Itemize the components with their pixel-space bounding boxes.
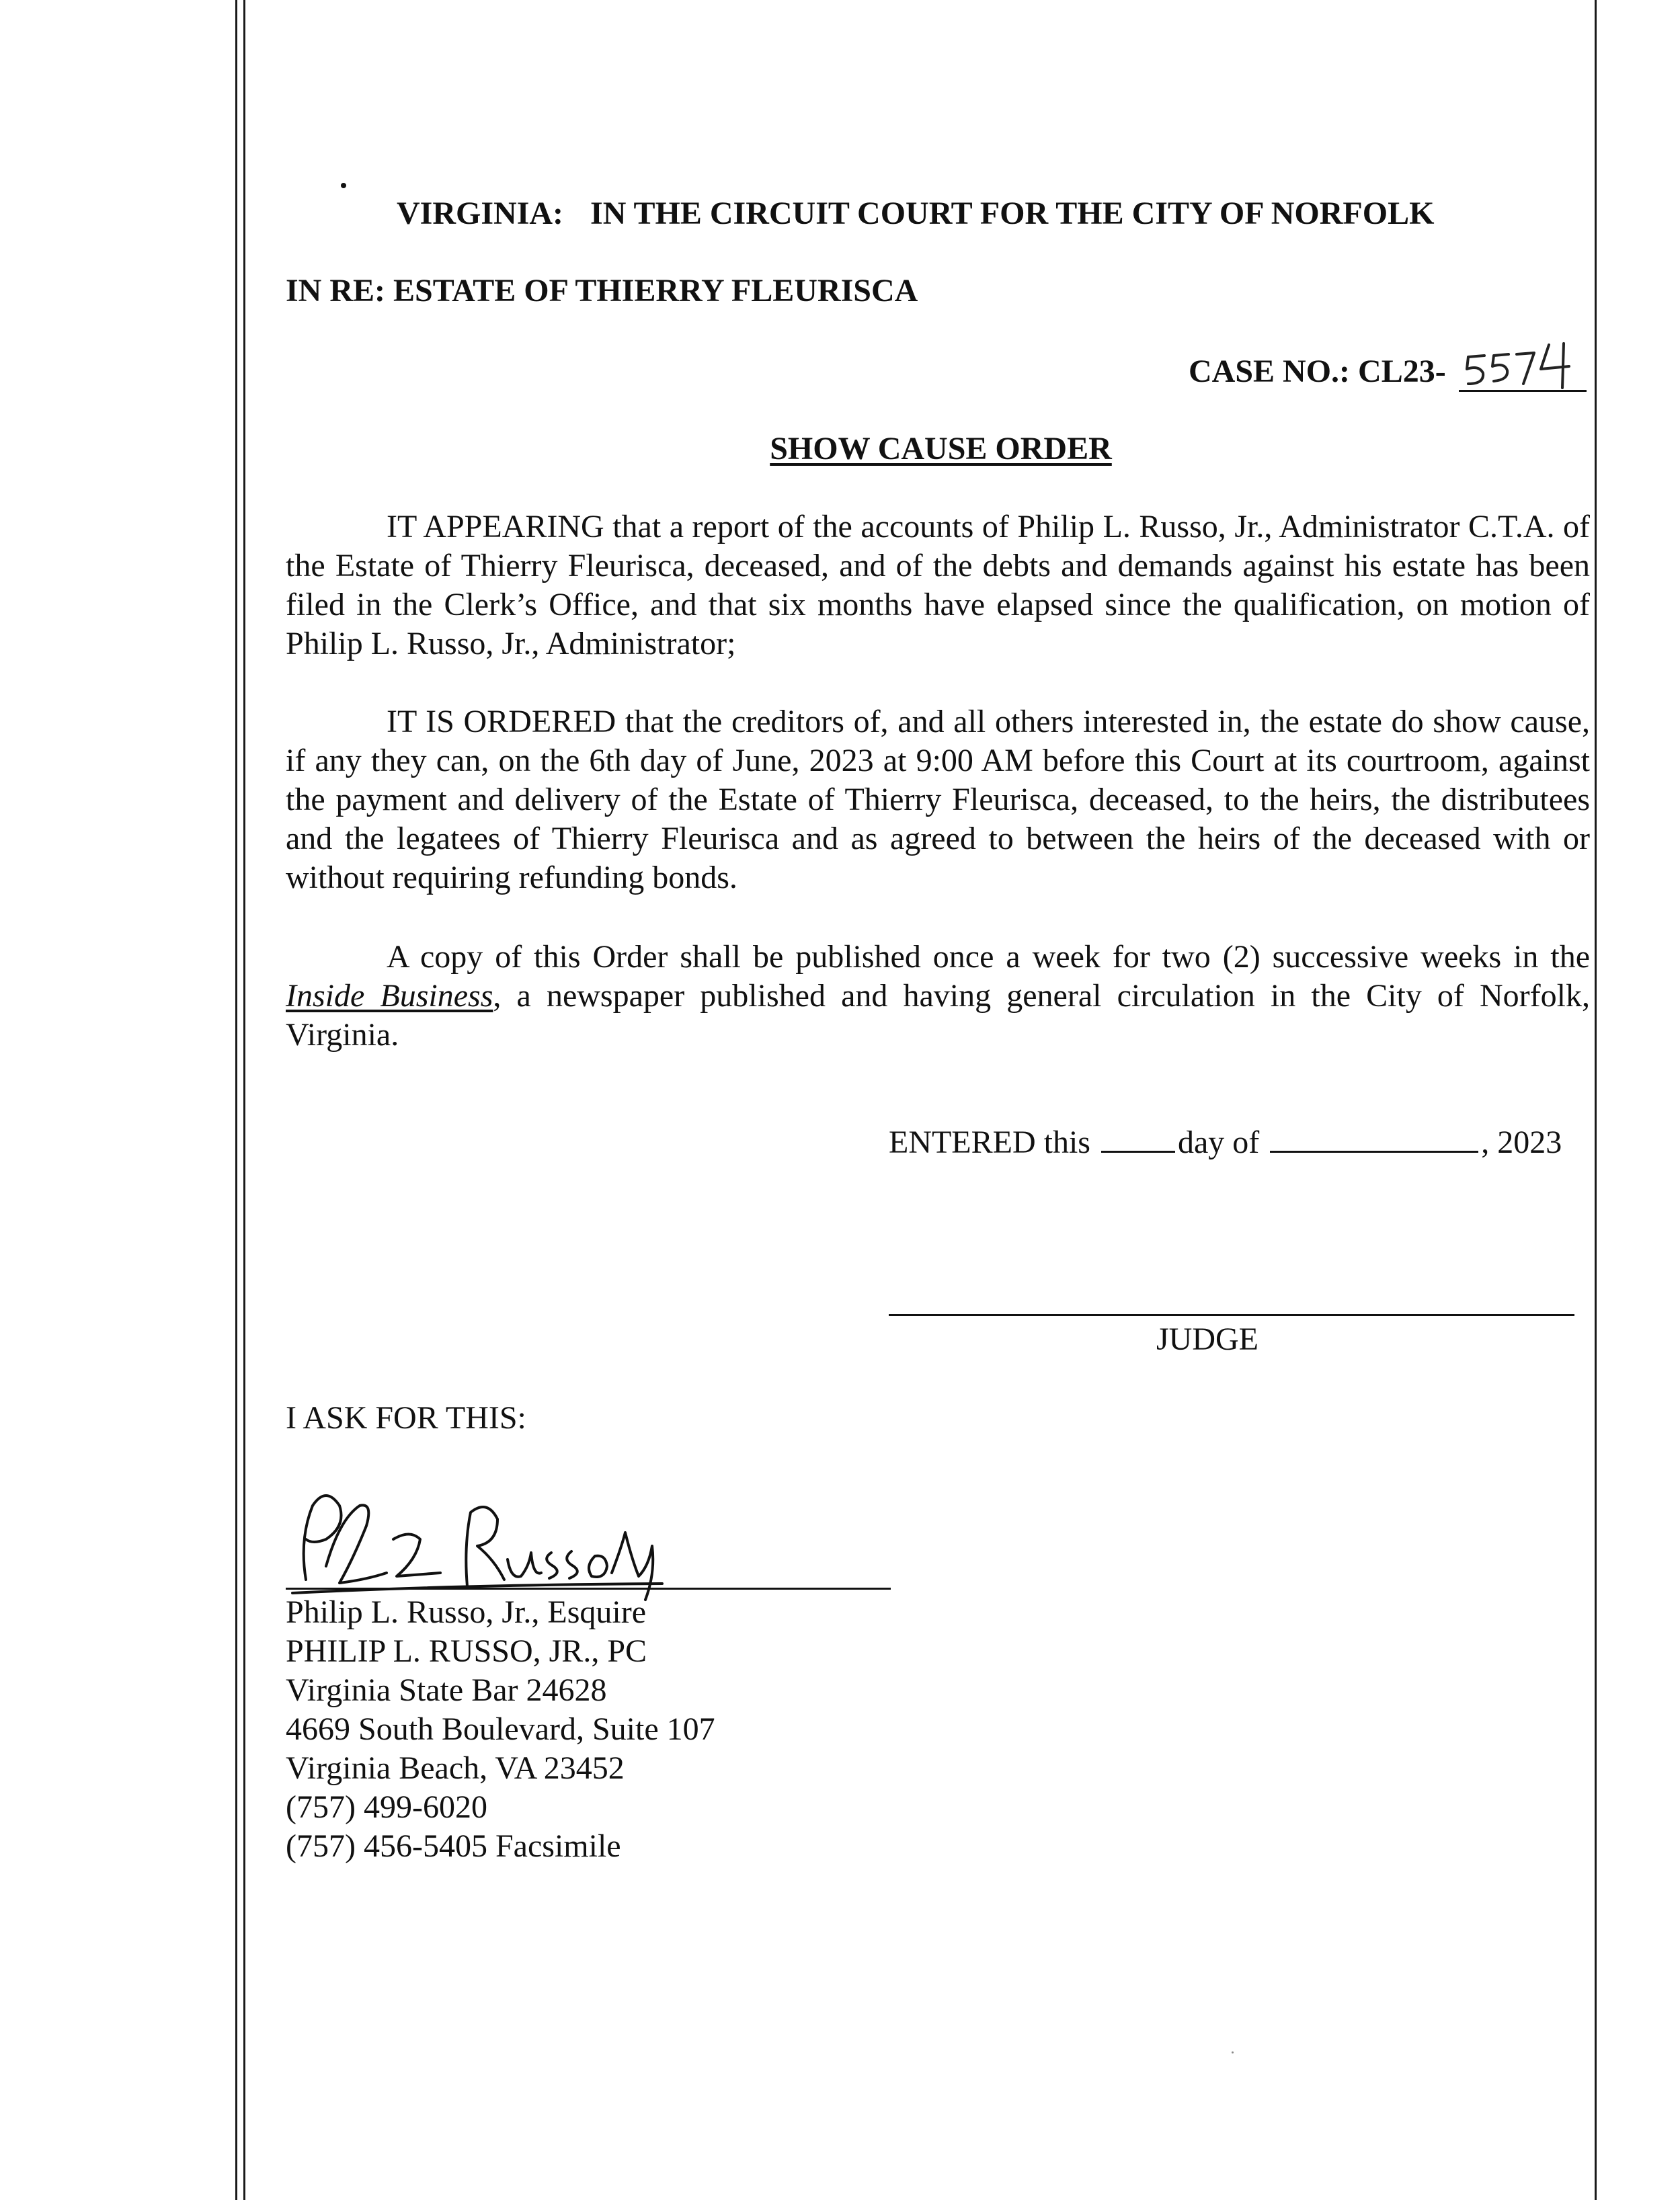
judge-signature-line	[889, 1314, 1574, 1316]
ask-for-this-label: I ASK FOR THIS:	[286, 1400, 526, 1436]
paragraph-ordered	[286, 702, 1590, 897]
stray-mark	[341, 183, 346, 188]
attorney-bar-number: Virginia State Bar 24628	[286, 1672, 607, 1708]
day-blank	[1101, 1124, 1175, 1153]
right-margin-rule	[1595, 0, 1597, 2200]
court-name: IN THE CIRCUIT COURT FOR THE CITY OF NORFOLK	[590, 196, 1435, 231]
entered-suffix: , 2023	[1481, 1125, 1562, 1160]
left-margin-rule-inner	[243, 0, 245, 2200]
paragraph-appearing-text: IT APPEARING that a report of the accounts of Philip L. Russo, Jr., Administrator C.T.A. of the Estate of Thierry Fleurisca, deceased, and of the debts and demands against his estate has been filed in the Clerk’s Office, and that six months have elapsed since the qualification, on motion of Philip L. Russo, Jr., Administrator;	[286, 509, 1590, 661]
left-margin-rule	[235, 0, 237, 2200]
attorney-street: 4669 South Boulevard, Suite 107	[286, 1711, 715, 1747]
newspaper-name: Inside Business	[286, 978, 493, 1014]
case-number-blank	[1459, 390, 1587, 392]
attorney-signature-line	[286, 1588, 891, 1590]
entered-prefix: ENTERED this	[889, 1125, 1090, 1160]
attorney-city: Virginia Beach, VA 23452	[286, 1750, 625, 1786]
handwritten-case-number	[1459, 339, 1587, 393]
attorney-name: Philip L. Russo, Jr., Esquire	[286, 1594, 647, 1630]
court-state: VIRGINIA:	[397, 196, 564, 231]
paragraph-ordered-text: IT IS ORDERED that the creditors of, and all others interested in, the estate do show cause, if any they can, on the 6th day of June, 2023 at 9:00 AM before this Court at its courtroom, against the payment and delivery of the Estate of Thierry Fleurisca, deceased, to the heirs, the distributees and the legatees of Thierry Fleurisca and as agreed to between the heirs of the deceased with or without requiring refunding bonds.	[286, 704, 1590, 895]
paragraph-appearing	[286, 507, 1590, 663]
court-heading	[397, 195, 1434, 233]
scan-speck	[1232, 2051, 1234, 2053]
order-title: SHOW CAUSE ORDER	[770, 431, 1112, 466]
attorney-firm: PHILIP L. RUSSO, JR., PC	[286, 1633, 647, 1669]
publication-text-before: A copy of this Order shall be published once a week for two (2) successive weeks in the	[387, 939, 1590, 975]
paragraph-publication	[286, 938, 1590, 1055]
judge-label: JUDGE	[1156, 1321, 1258, 1357]
publication-text-after: , a newspaper published and having general circulation in the City of Norfolk, Virginia.	[286, 978, 1590, 1053]
in-re-line: IN RE: ESTATE OF THIERRY FLEURISCA	[286, 273, 918, 309]
entered-line	[889, 1124, 1562, 1162]
attorney-phone: (757) 499-6020	[286, 1789, 487, 1825]
case-number-label: CASE NO.: CL23-	[1189, 354, 1446, 389]
attorney-signature	[286, 1465, 689, 1606]
attorney-fax: (757) 456-5405 Facsimile	[286, 1828, 621, 1864]
month-blank	[1270, 1124, 1478, 1153]
entered-middle: day of	[1177, 1125, 1260, 1160]
